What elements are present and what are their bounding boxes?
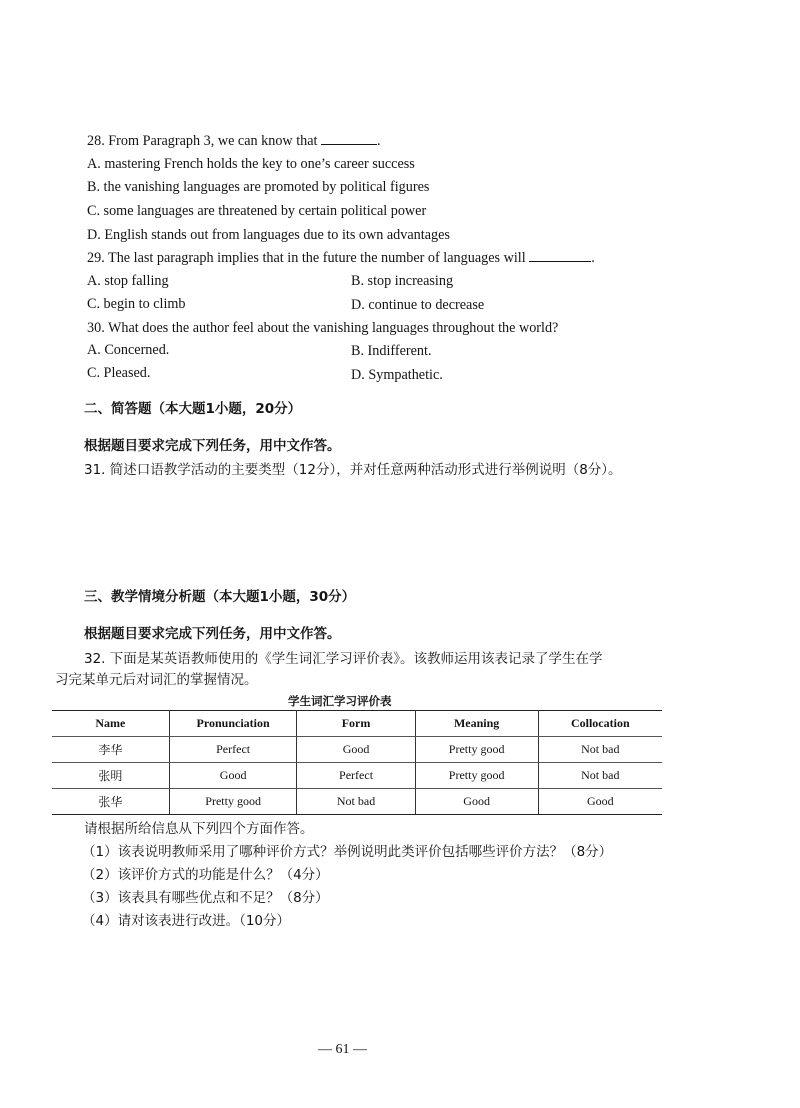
q29-stem-line: 29. The last paragraph implies that in the future the number of languages will . xyxy=(87,250,595,266)
q32-text-line1: 32. 下面是某英语教师使用的《学生词汇学习评价表》。该教师运用该表记录了学生在学 xyxy=(84,651,603,667)
cell-collocation: Not bad xyxy=(538,763,662,789)
cell-form: Not bad xyxy=(297,789,415,815)
q29-option-b: B. stop increasing xyxy=(351,273,454,289)
header-meaning: Meaning xyxy=(415,711,538,737)
table-row xyxy=(52,763,662,789)
section2-heading: 二、简答题（本大题1小题，20分） xyxy=(84,401,302,417)
q30-option-d: D. Sympathetic. xyxy=(351,367,443,383)
q30-option-c: C. Pleased. xyxy=(87,365,151,381)
q30-option-a: A. Concerned. xyxy=(87,342,170,358)
header-pronunciation: Pronunciation xyxy=(169,711,297,737)
header-name: Name xyxy=(52,711,169,737)
q29-option-a: A. stop falling xyxy=(87,273,169,289)
cell-meaning: Pretty good xyxy=(415,737,538,763)
question-item-3: （3）该表具有哪些优点和不足？（8分） xyxy=(82,890,329,906)
cell-pronunciation: Perfect xyxy=(169,737,297,763)
cell-collocation: Not bad xyxy=(538,737,662,763)
q30-stem: 30. What does the author feel about the vanishing languages throughout the world? xyxy=(87,320,559,336)
cell-meaning: Pretty good xyxy=(415,763,538,789)
page-number: — 61 — xyxy=(318,1042,367,1057)
q28-option-b: B. the vanishing languages are promoted by political figures xyxy=(87,179,430,195)
q28-stem: 28. From Paragraph 3, we can know that xyxy=(87,133,318,149)
cell-name: 李华 xyxy=(52,737,169,763)
q29-option-c: C. begin to climb xyxy=(87,296,186,312)
q29-stem: 29. The last paragraph implies that in the future the number of languages will xyxy=(87,250,526,266)
evaluation-table xyxy=(52,710,662,815)
cell-pronunciation: Pretty good xyxy=(169,789,297,815)
questions-intro: 请根据所给信息从下列四个方面作答。 xyxy=(84,821,314,837)
q28-option-a: A. mastering French holds the key to one’s career success xyxy=(87,156,415,172)
table-row xyxy=(52,789,662,815)
q28-option-d: D. English stands out from languages due to its own advantages xyxy=(87,227,450,243)
cell-name: 张华 xyxy=(52,789,169,815)
cell-form: Perfect xyxy=(297,763,415,789)
q31-text: 31. 简述口语教学活动的主要类型（12分），并对任意两种活动形式进行举例说明（8分）。 xyxy=(84,462,622,478)
cell-collocation: Good xyxy=(538,789,662,815)
question-item-4: （4）请对该表进行改进。（10分） xyxy=(82,913,291,929)
q32-text-line2: 习完某单元后对词汇的掌握情况。 xyxy=(55,672,258,688)
q28-stem-line: 28. From Paragraph 3, we can know that . xyxy=(87,133,381,149)
cell-name: 张明 xyxy=(52,763,169,789)
section3-instruction: 根据题目要求完成下列任务，用中文作答。 xyxy=(84,626,341,642)
table-caption: 学生词汇学习评价表 xyxy=(288,694,392,708)
q28-option-c: C. some languages are threatened by certain political power xyxy=(87,203,427,219)
q29-option-d: D. continue to decrease xyxy=(351,297,485,313)
table-header-row xyxy=(52,711,662,737)
answer-blank xyxy=(529,249,591,262)
section3-heading: 三、教学情境分析题（本大题1小题，30分） xyxy=(84,589,356,605)
cell-form: Good xyxy=(297,737,415,763)
header-collocation: Collocation xyxy=(538,711,662,737)
section2-instruction: 根据题目要求完成下列任务，用中文作答。 xyxy=(84,438,341,454)
table-row xyxy=(52,737,662,763)
answer-blank xyxy=(321,132,377,145)
q30-option-b: B. Indifferent. xyxy=(351,343,432,359)
question-item-2: （2）该评价方式的功能是什么？（4分） xyxy=(82,867,329,883)
cell-meaning: Good xyxy=(415,789,538,815)
question-item-1: （1）该表说明教师采用了哪种评价方式？举例说明此类评价包括哪些评价方法？（8分） xyxy=(82,844,613,860)
cell-pronunciation: Good xyxy=(169,763,297,789)
header-form: Form xyxy=(297,711,415,737)
